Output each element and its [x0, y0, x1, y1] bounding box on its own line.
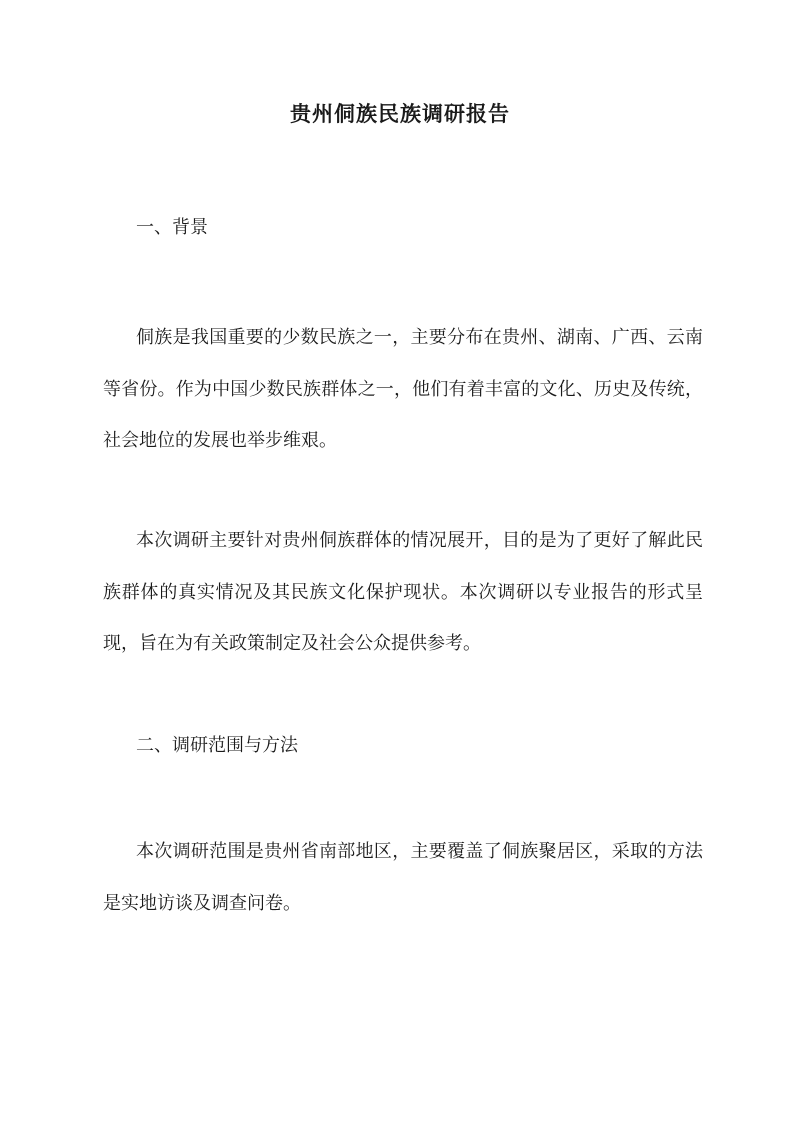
paragraph-background-1: 侗族是我国重要的少数民族之一，主要分布在贵州、湖南、广西、云南等省份。作为中国少数民族群体之一，他们有着丰富的文化、历史及传统，社会地位的发展也举步维艰。 — [103, 327, 703, 451]
section-heading-scope-method: 二、调研范围与方法 — [136, 735, 298, 756]
document-title: 贵州侗族民族调研报告 — [290, 101, 510, 126]
paragraph-background-2: 本次调研主要针对贵州侗族群体的情况展开，目的是为了更好了解此民族群体的真实情况及其民族文化保护现状。本次调研以专业报告的形式呈现，旨在为有关政策制定及社会公众提供参考。 — [103, 530, 703, 654]
paragraph-scope-method-1: 本次调研范围是贵州省南部地区，主要覆盖了侗族聚居区，采取的方法是实地访谈及调查问卷。 — [103, 841, 703, 914]
section-heading-background: 一、背景 — [136, 217, 208, 238]
